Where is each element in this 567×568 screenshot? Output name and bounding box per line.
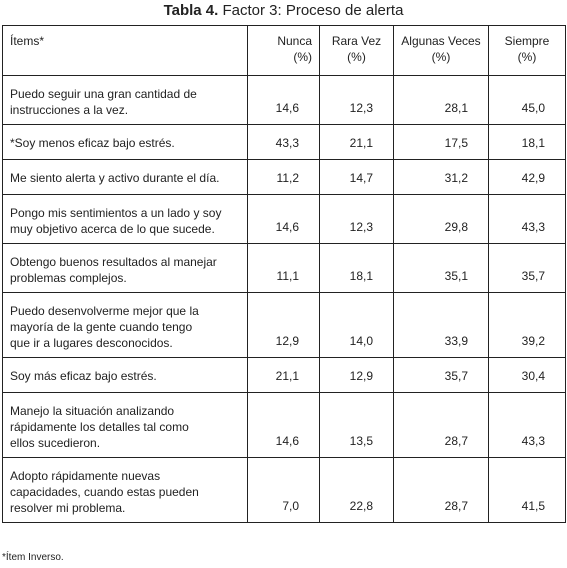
rara-vez-value: 21,1 <box>320 125 394 160</box>
table-row <box>3 458 566 523</box>
table-row <box>3 244 566 293</box>
siempre-value: 30,4 <box>489 358 566 393</box>
rara-vez-value: 14,0 <box>320 293 394 358</box>
item-text-cell <box>3 195 248 244</box>
table-caption <box>0 2 567 20</box>
rara-vez-value: 13,5 <box>320 393 394 458</box>
rara-vez-value: 14,7 <box>320 160 394 195</box>
table-caption-label: Tabla 4. <box>163 2 219 19</box>
column-header-rara-vez-label: Rara Vez <box>331 34 382 48</box>
item-text-cell <box>3 76 248 125</box>
column-header-algunas-veces <box>394 26 489 76</box>
item-text-line: Puedo seguir una gran cantidad de <box>10 87 197 101</box>
item-text-line: problemas complejos. <box>10 271 127 285</box>
rara-vez-value: 12,3 <box>320 195 394 244</box>
column-header-siempre-unit: (%) <box>517 50 537 64</box>
item-text-cell <box>3 125 248 160</box>
nunca-value: 14,6 <box>248 195 320 244</box>
item-text-line: resolver mi problema. <box>10 501 126 515</box>
item-text-cell <box>3 358 248 393</box>
rara-vez-value: 12,9 <box>320 358 394 393</box>
table-header-row <box>3 26 566 76</box>
item-text-cell <box>3 393 248 458</box>
column-header-nunca-unit: (%) <box>293 50 312 64</box>
item-text-line: Puedo desenvolverme mejor que la <box>10 304 199 318</box>
siempre-value: 41,5 <box>489 458 566 523</box>
table-footnote: *Ítem Inverso. <box>2 552 64 563</box>
algunas-veces-value: 28,7 <box>394 458 489 523</box>
item-text-cell <box>3 458 248 523</box>
item-text-line: instrucciones a la vez. <box>10 103 129 117</box>
algunas-veces-value: 33,9 <box>394 293 489 358</box>
rara-vez-value: 12,3 <box>320 76 394 125</box>
nunca-value: 21,1 <box>248 358 320 393</box>
item-text-line: capacidades, cuando estas pueden <box>10 485 199 499</box>
nunca-value: 43,3 <box>248 125 320 160</box>
rara-vez-value: 22,8 <box>320 458 394 523</box>
nunca-value: 12,9 <box>248 293 320 358</box>
algunas-veces-value: 17,5 <box>394 125 489 160</box>
item-text-line: ellos sucedieron. <box>10 436 101 450</box>
column-header-items <box>3 26 248 76</box>
nunca-value: 7,0 <box>248 458 320 523</box>
column-header-siempre <box>489 26 566 76</box>
item-text-line: Obtengo buenos resultados al manejar <box>10 255 217 269</box>
item-text-line: Soy más eficaz bajo estrés. <box>10 369 157 383</box>
siempre-value: 18,1 <box>489 125 566 160</box>
algunas-veces-value: 28,7 <box>394 393 489 458</box>
algunas-veces-value: 35,1 <box>394 244 489 293</box>
item-text-cell <box>3 160 248 195</box>
table-caption-text: Factor 3: Proceso de alerta <box>222 2 404 19</box>
item-text-cell <box>3 244 248 293</box>
item-text-line: Adopto rápidamente nuevas <box>10 469 161 483</box>
algunas-veces-value: 35,7 <box>394 358 489 393</box>
column-header-siempre-label: Siempre <box>504 34 550 48</box>
column-header-nunca-label: Nunca <box>277 34 312 48</box>
item-text-line: muy objetivo acerca de lo que sucede. <box>10 222 215 236</box>
item-text-cell <box>3 293 248 358</box>
item-text-line: Manejo la situación analizando <box>10 404 175 418</box>
nunca-value: 14,6 <box>248 76 320 125</box>
siempre-value: 45,0 <box>489 76 566 125</box>
table-row <box>3 76 566 125</box>
algunas-veces-value: 31,2 <box>394 160 489 195</box>
column-header-algunas-veces-label: Algunas Veces <box>401 34 481 48</box>
table-row <box>3 195 566 244</box>
item-text-line: Pongo mis sentimientos a un lado y soy <box>10 206 222 220</box>
table-row <box>3 160 566 195</box>
column-header-rara-vez-unit: (%) <box>347 50 366 64</box>
siempre-value: 43,3 <box>489 195 566 244</box>
algunas-veces-value: 28,1 <box>394 76 489 125</box>
nunca-value: 11,2 <box>248 160 320 195</box>
table-row <box>3 293 566 358</box>
column-header-algunas-veces-unit: (%) <box>431 50 451 64</box>
nunca-value: 11,1 <box>248 244 320 293</box>
table-row <box>3 393 566 458</box>
siempre-value: 43,3 <box>489 393 566 458</box>
table-row <box>3 358 566 393</box>
column-header-nunca <box>248 26 320 76</box>
column-header-rara-vez <box>320 26 394 76</box>
table-row <box>3 125 566 160</box>
item-text-line: que ir a lugares desconocidos. <box>10 336 173 350</box>
item-text-line: rápidamente los detalles tal como <box>10 420 189 434</box>
item-text-line: mayoría de la gente cuando tengo <box>10 320 193 334</box>
rara-vez-value: 18,1 <box>320 244 394 293</box>
siempre-value: 42,9 <box>489 160 566 195</box>
algunas-veces-value: 29,8 <box>394 195 489 244</box>
alert-process-table <box>2 25 566 523</box>
item-text-line: Me siento alerta y activo durante el día. <box>10 171 220 185</box>
item-text-line: *Soy menos eficaz bajo estrés. <box>10 136 175 150</box>
siempre-value: 35,7 <box>489 244 566 293</box>
column-header-items-label: Ítems* <box>10 34 45 48</box>
nunca-value: 14,6 <box>248 393 320 458</box>
siempre-value: 39,2 <box>489 293 566 358</box>
